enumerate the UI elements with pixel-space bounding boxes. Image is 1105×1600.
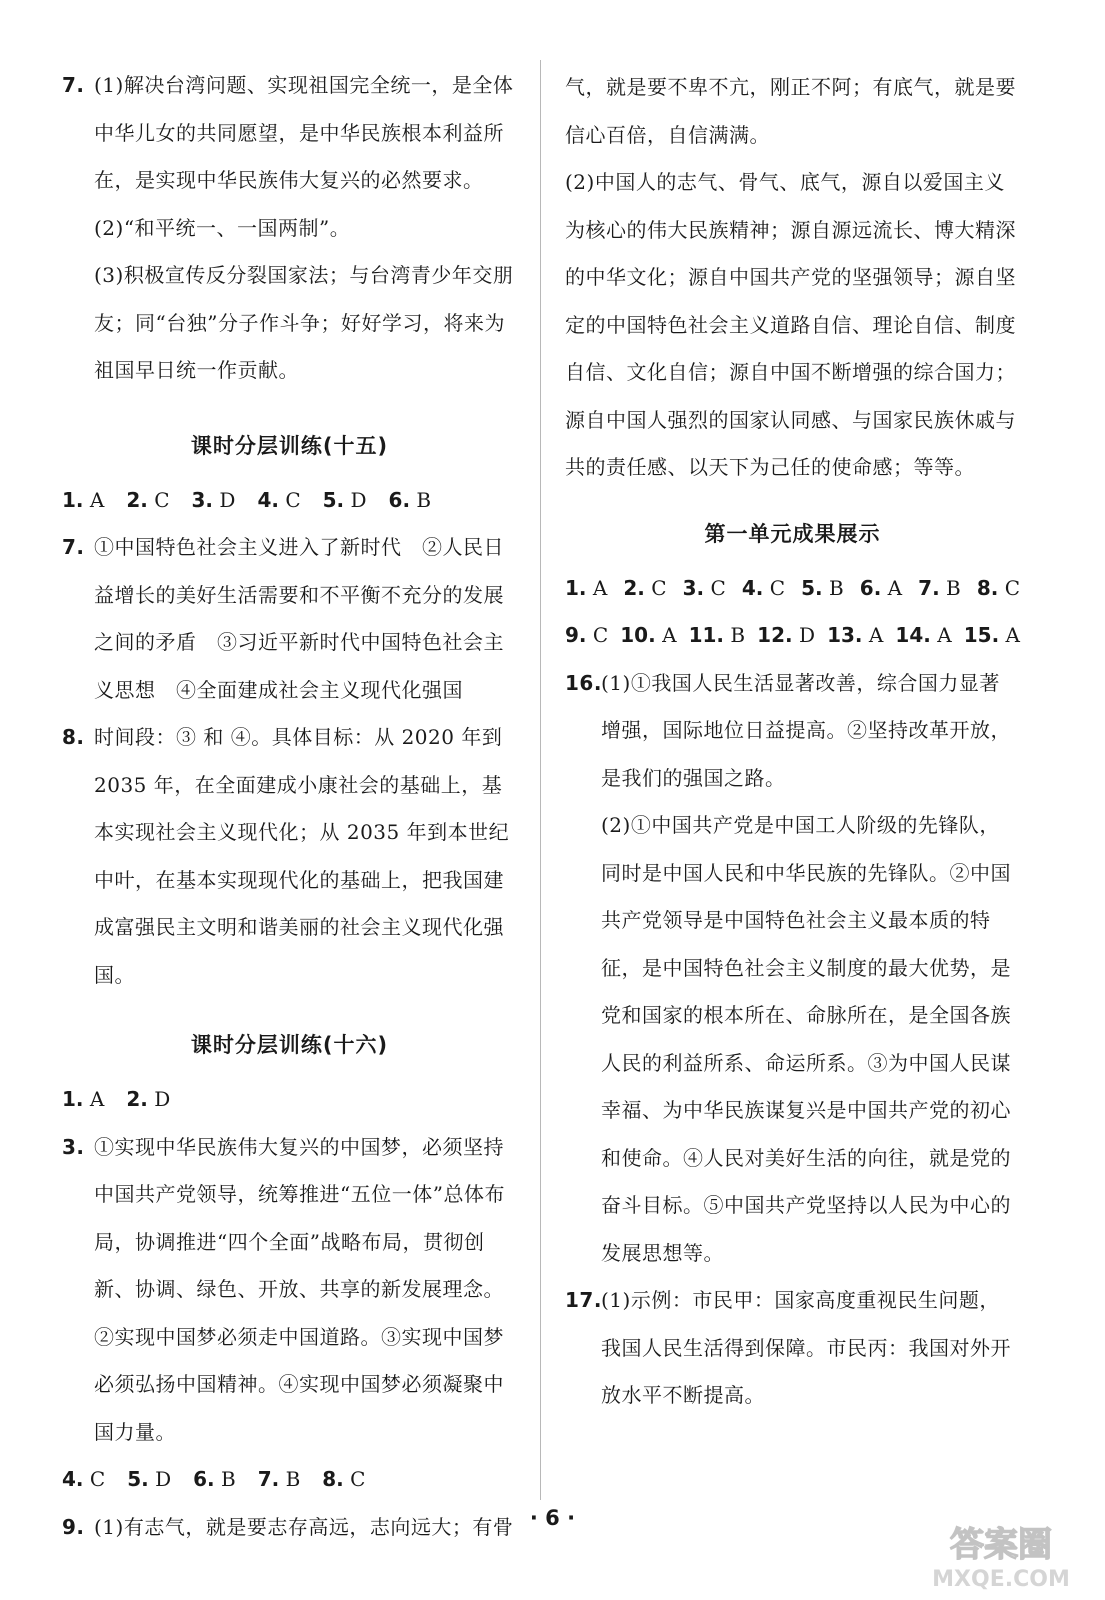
mc-answer [192, 477, 236, 525]
mc-answer-letter: B [285, 1467, 301, 1491]
answer-text: 时间段：③ 和 ④。具体目标：从 2020 年到 2035 年，在全面建成小康社会的基础上，基本实现社会主义现代化；从 2035 年到本世纪中叶，在基本实现现代化的基础上，把我国建成富强民主文明和谐美丽的社会主义现代化强国。 [94, 725, 510, 987]
mc-question-number: 7. [918, 575, 940, 600]
section-heading-unit1: 第一单元成果展示 [704, 521, 881, 546]
answer-7-part2: (2)“和平统一、一国两制”。 [94, 215, 351, 240]
mc-answer [62, 1076, 104, 1124]
mc-answer-letter: C [651, 575, 667, 600]
mc-answer [126, 477, 169, 525]
mc-answer-letter: D [219, 487, 236, 512]
mc-question-number: 2. [623, 575, 645, 600]
mc-question-number: 3. [191, 487, 214, 512]
mc-answer [977, 565, 1020, 613]
watermark-logo [914, 1518, 1089, 1594]
mc-answer-letter: C [154, 487, 170, 512]
answer-17 [565, 1277, 1020, 1420]
mc-question-number: 10. [620, 623, 656, 647]
question-number: 17. [565, 1288, 602, 1312]
page-number: · 6 · [529, 1506, 576, 1530]
mc-answer [683, 565, 726, 613]
mc-question-number: 5. [322, 487, 345, 512]
mc-answer-letter: B [730, 623, 746, 647]
answer-9-continued: 气，就是要不卑不亢，刚正不阿；有底气，就是要信心百倍，自信满满。 [565, 75, 1016, 147]
left-column [62, 62, 517, 1551]
answer-7-part3: (3)积极宣传反分裂国家法；与台湾青少年交朋友；同“台独”分子作斗争；好好学习，将来为祖国早日统一作贡献。 [94, 263, 514, 382]
mc-question-number: 4. [741, 575, 764, 600]
answer-16 [565, 660, 1020, 803]
mc-answer [258, 1456, 301, 1504]
mc-answer-letter: B [829, 575, 844, 600]
section-heading-16: 课时分层训练(十六) [190, 1033, 389, 1057]
mc-answer-letter: C [769, 575, 786, 600]
answer-text: (1)有志气，就是要志存高远，志向远大；有骨 [94, 1514, 514, 1539]
answer-text: ①中国特色社会主义进入了新时代 ②人民日益增长的美好生活需要和不平衡不充分的发展之间的矛盾 ③习近平新时代中国特色社会主义思想 ④全面建成社会主义现代化强国 [94, 535, 504, 702]
mc-answer [62, 477, 104, 525]
mc-question-number: 4. [62, 1467, 84, 1491]
mc-question-number: 7. [257, 1467, 280, 1491]
mc-answer [895, 612, 951, 660]
mc-answer [565, 612, 608, 660]
mc-answer-letter: C [592, 623, 609, 647]
answer-7-taiwan [62, 62, 517, 205]
mc-answers-16a [62, 1076, 517, 1124]
mc-question-number: 6. [859, 575, 882, 600]
mc-question-number: 3. [682, 575, 705, 600]
mc-answers-15 [62, 477, 517, 525]
mc-answer [126, 1076, 170, 1124]
mc-answer [620, 612, 676, 660]
question-number: 7. [62, 73, 85, 97]
answer-text: (1)解决台湾问题、实现祖国完全统一，是全体中华儿女的共同愿望，是中华民族根本利益所在，是实现中华民族伟大复兴的必然要求。 [94, 73, 514, 192]
mc-question-number: 13. [827, 623, 863, 647]
mc-answer [689, 612, 746, 660]
answer-16-part2: (2)①中国共产党是中国工人阶级的先锋队，同时是中国人民和中华民族的先锋队。②中国共产党领导是中国特色社会主义最本质的特征，是中国特色社会主义制度的最大优势，是党和国家的根本所在、命脉所在，是全国各族人民的利益所系、命运所系。③为中国人民谋幸福、为中华民族谋复兴是中国共产党的初心和使命。④人民对美好生活的向往，就是党的奋斗目标。⑤中国共产党坚持以人民为中心的发展思想等。 [601, 813, 1011, 1265]
mc-question-number: 2. [126, 487, 148, 512]
mc-answer-letter: D [155, 1467, 172, 1491]
mc-question-number: 15. [963, 623, 1000, 647]
question-number: 16. [565, 670, 602, 695]
mc-answer-letter: D [798, 623, 816, 647]
mc-question-number: 6. [193, 1467, 215, 1491]
right-column [565, 64, 1020, 1420]
question-number: 3. [62, 1134, 85, 1159]
mc-answer [801, 565, 844, 613]
mc-answer-letter: C [1004, 575, 1020, 600]
mc-question-number: 5. [801, 575, 823, 600]
watermark-url: MXQE.COM [932, 1567, 1070, 1592]
mc-answers-unit1-row2 [565, 612, 1020, 660]
section-heading-15: 课时分层训练(十五) [190, 433, 389, 458]
mc-answer [323, 477, 367, 525]
mc-answer [389, 477, 432, 525]
answer-text: (1)①我国人民生活显著改善，综合国力显著增强，国际地位日益提高。②坚持改革开放，是我们的强国之路。 [601, 670, 1011, 790]
mc-question-number: 8. [322, 1467, 344, 1491]
mc-answer [860, 565, 902, 613]
answer-7-new-era [62, 524, 517, 714]
mc-question-number: 11. [688, 623, 725, 647]
mc-answer [565, 565, 607, 613]
mc-question-number: 14. [895, 623, 931, 647]
answer-9-part2: (2)中国人的志气、骨气、底气，源自以爱国主义为核心的伟大民族精神；源自源远流长、博大精深的中华文化；源自中国共产党的坚强领导；源自坚定的中国特色社会主义道路自信、理论自信、制度自信、文化自信；源自中国不断增强的综合国力；源自中国人强烈的国家认同感、与国家民族休戚与共的责任感、以天下为己任的使命感；等等。 [565, 170, 1016, 479]
mc-answer-letter: A [89, 1087, 105, 1111]
mc-question-number: 8. [976, 575, 999, 600]
column-divider [540, 60, 541, 1500]
mc-answer [964, 612, 1020, 660]
mc-answer [127, 1456, 171, 1504]
mc-answer-letter: A [868, 623, 884, 647]
mc-answer [322, 1456, 365, 1504]
mc-answer-letter: B [416, 487, 432, 512]
mc-question-number: 1. [62, 487, 84, 512]
question-number: 9. [62, 1514, 85, 1539]
mc-answer [193, 1456, 236, 1504]
mc-answer-letter: C [350, 1467, 366, 1491]
mc-answer-letter: A [662, 623, 677, 647]
mc-answer [62, 1456, 105, 1504]
mc-answer [742, 565, 785, 613]
mc-answer-letter: D [154, 1087, 171, 1111]
mc-answer-letter: A [592, 575, 608, 600]
mc-answer-letter: A [1005, 623, 1020, 647]
mc-question-number: 2. [126, 1087, 148, 1111]
mc-answer-letter: C [710, 575, 726, 600]
mc-question-number: 9. [565, 623, 587, 647]
mc-answer-letter: A [89, 487, 105, 512]
mc-question-number: 5. [127, 1467, 149, 1491]
question-number: 7. [62, 535, 85, 559]
answer-3 [62, 1124, 517, 1457]
mc-question-number: 1. [565, 575, 587, 600]
mc-answer [623, 565, 666, 613]
mc-answer-letter: B [946, 575, 961, 600]
answer-8 [62, 714, 517, 999]
mc-question-number: 1. [62, 1087, 84, 1111]
mc-answer-letter: B [220, 1467, 236, 1491]
mc-answer-letter: D [350, 487, 367, 512]
mc-answer-letter: C [285, 487, 301, 512]
mc-answer-letter: A [937, 623, 952, 647]
answer-text: ①实现中华民族伟大复兴的中国梦，必须坚持中国共产党领导，统筹推进“五位一体”总体布局，协调推进“四个全面”战略布局，贯彻创新、协调、绿色、开放、共享的新发展理念。②实现中国梦必须走中国道路。③实现中国梦必须弘扬中国精神。④实现中国梦必须凝聚中国力量。 [94, 1134, 505, 1444]
mc-answer [257, 477, 300, 525]
mc-question-number: 6. [388, 487, 411, 512]
mc-answer [757, 612, 815, 660]
watermark-title: 答案圈 [950, 1525, 1052, 1565]
mc-answer-letter: C [89, 1467, 106, 1491]
mc-answers-16b [62, 1456, 517, 1504]
answer-text: (1)示例：市民甲：国家高度重视民生问题，我国人民生活得到保障。市民丙：我国对外开放水平不断提高。 [601, 1288, 1011, 1407]
mc-answer [918, 565, 961, 613]
mc-question-number: 12. [757, 623, 793, 647]
mc-answers-unit1-row1 [565, 565, 1020, 613]
mc-answer [827, 612, 883, 660]
mc-answer-letter: A [887, 575, 903, 600]
mc-question-number: 4. [257, 487, 279, 512]
question-number: 8. [62, 725, 85, 749]
